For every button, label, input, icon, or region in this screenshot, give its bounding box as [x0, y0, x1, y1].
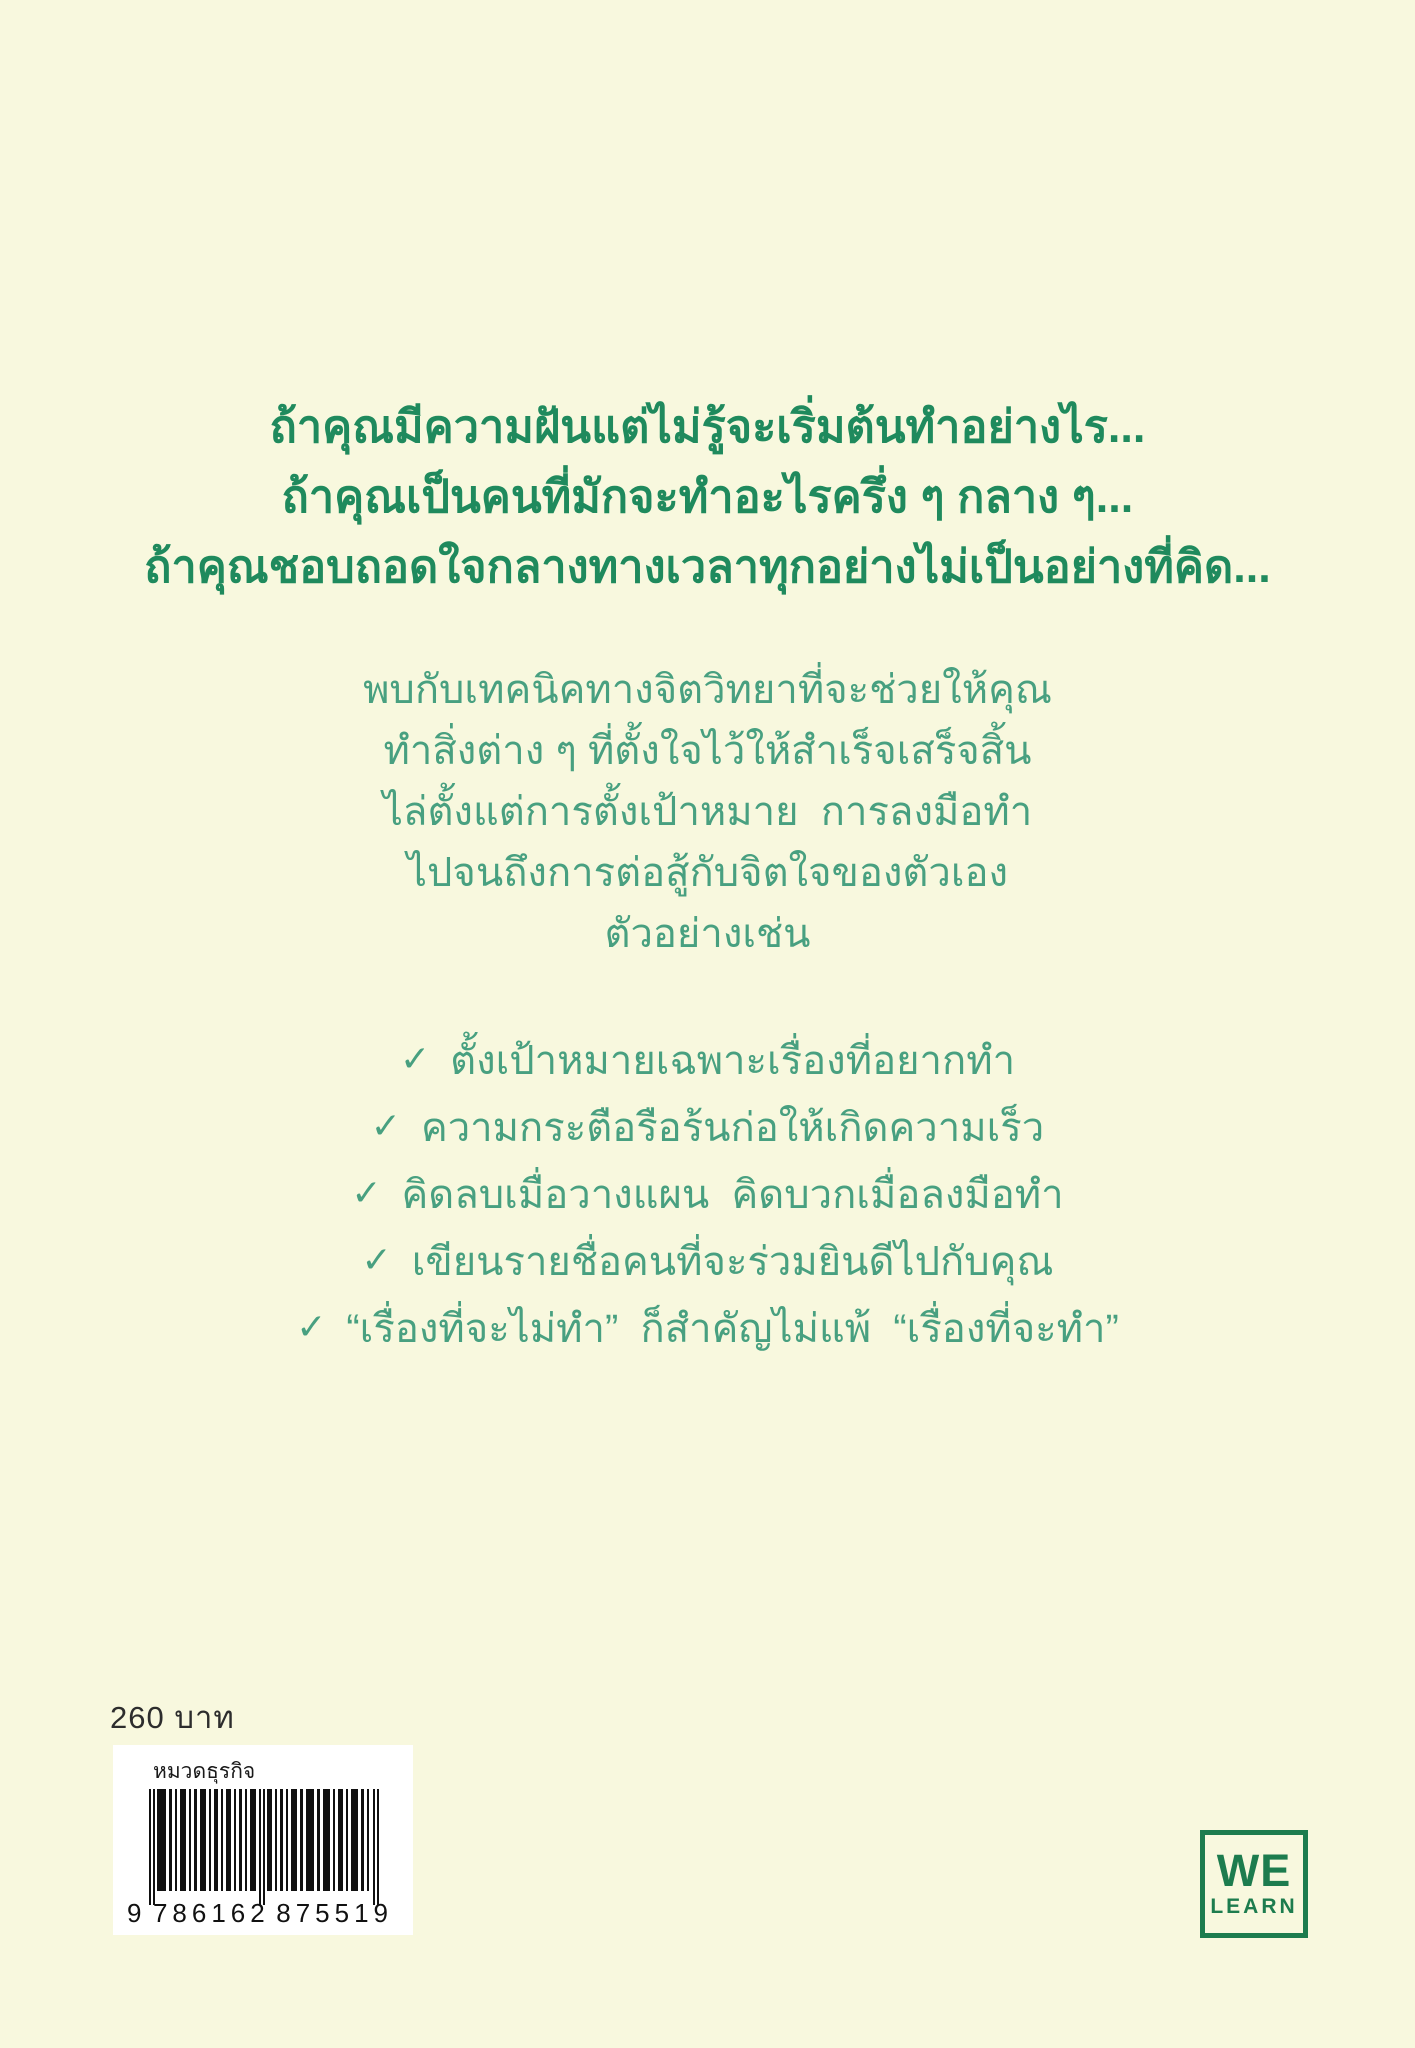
barcode-digits-group2: 875519 — [276, 1898, 393, 1928]
intro-line: พบกับเทคนิคทางจิตวิทยาที่จะช่วยให้คุณ — [363, 668, 1052, 712]
headline-line: ถ้าคุณมีความฝันแต่ไม่รู้จะเริ่มต้นทำอย่างไร... — [269, 401, 1146, 452]
headline-line: ถ้าคุณเป็นคนที่มักจะทำอะไรครึ่ง ๆ กลาง ๆ... — [281, 471, 1134, 522]
barcode-digits — [127, 1898, 393, 1929]
intro-paragraph — [0, 660, 1415, 965]
intro-line: ทำสิ่งต่าง ๆ ที่ตั้งใจไว้ให้สำเร็จเสร็จสิ้น — [383, 729, 1032, 773]
checklist-item — [0, 1095, 1415, 1162]
intro-line: ไล่ตั้งแต่การตั้งเป้าหมาย การลงมือทำ — [382, 790, 1033, 834]
checklist-item — [0, 1296, 1415, 1363]
publisher-logo-we-text: WE — [1216, 1844, 1292, 1896]
checkmark-icon: ✓ — [370, 1105, 401, 1146]
headline-line: ถ้าคุณชอบถอดใจกลางทางเวลาทุกอย่างไม่เป็นอย่างที่คิด... — [144, 541, 1271, 592]
intro-line: ไปจนถึงการต่อสู้กับจิตใจของตัวเอง — [406, 851, 1009, 895]
price-label: 260 บาท — [110, 1700, 235, 1735]
checklist-item — [0, 1162, 1415, 1229]
checklist-item-text: คิดลบเมื่อวางแผน คิดบวกเมื่อลงมือทำ — [401, 1173, 1064, 1217]
headline-block — [0, 392, 1415, 602]
checklist-item — [0, 1028, 1415, 1095]
checkmark-icon: ✓ — [351, 1172, 382, 1213]
intro-line: ตัวอย่างเช่น — [604, 912, 811, 956]
checklist-item-text: เขียนรายชื่อคนที่จะร่วมยินดีไปกับคุณ — [411, 1240, 1054, 1284]
barcode-bars-graphic — [149, 1789, 381, 1907]
checkmark-icon: ✓ — [296, 1306, 327, 1347]
checklist-item — [0, 1229, 1415, 1296]
checklist-item-text: ตั้งเป้าหมายเฉพาะเรื่องที่อยากทำ — [450, 1039, 1016, 1083]
checklist-item-text: ความกระตือรือร้นก่อให้เกิดความเร็ว — [420, 1106, 1045, 1150]
publisher-logo — [1200, 1830, 1308, 1938]
barcode-digits-group1: 786162 — [152, 1898, 270, 1928]
barcode-digit-prefix: 9 — [127, 1898, 147, 1928]
checklist — [0, 1028, 1415, 1363]
checkmark-icon: ✓ — [361, 1239, 392, 1280]
barcode — [113, 1745, 413, 1935]
barcode-category-label: หมวดธุรกิจ — [153, 1760, 256, 1783]
checklist-item-text: “เรื่องที่จะไม่ทำ” ก็สำคัญไม่แพ้ “เรื่องที่จะทำ” — [346, 1307, 1119, 1351]
publisher-logo-learn-text: LEARN — [1210, 1894, 1298, 1918]
checkmark-icon: ✓ — [399, 1038, 431, 1079]
